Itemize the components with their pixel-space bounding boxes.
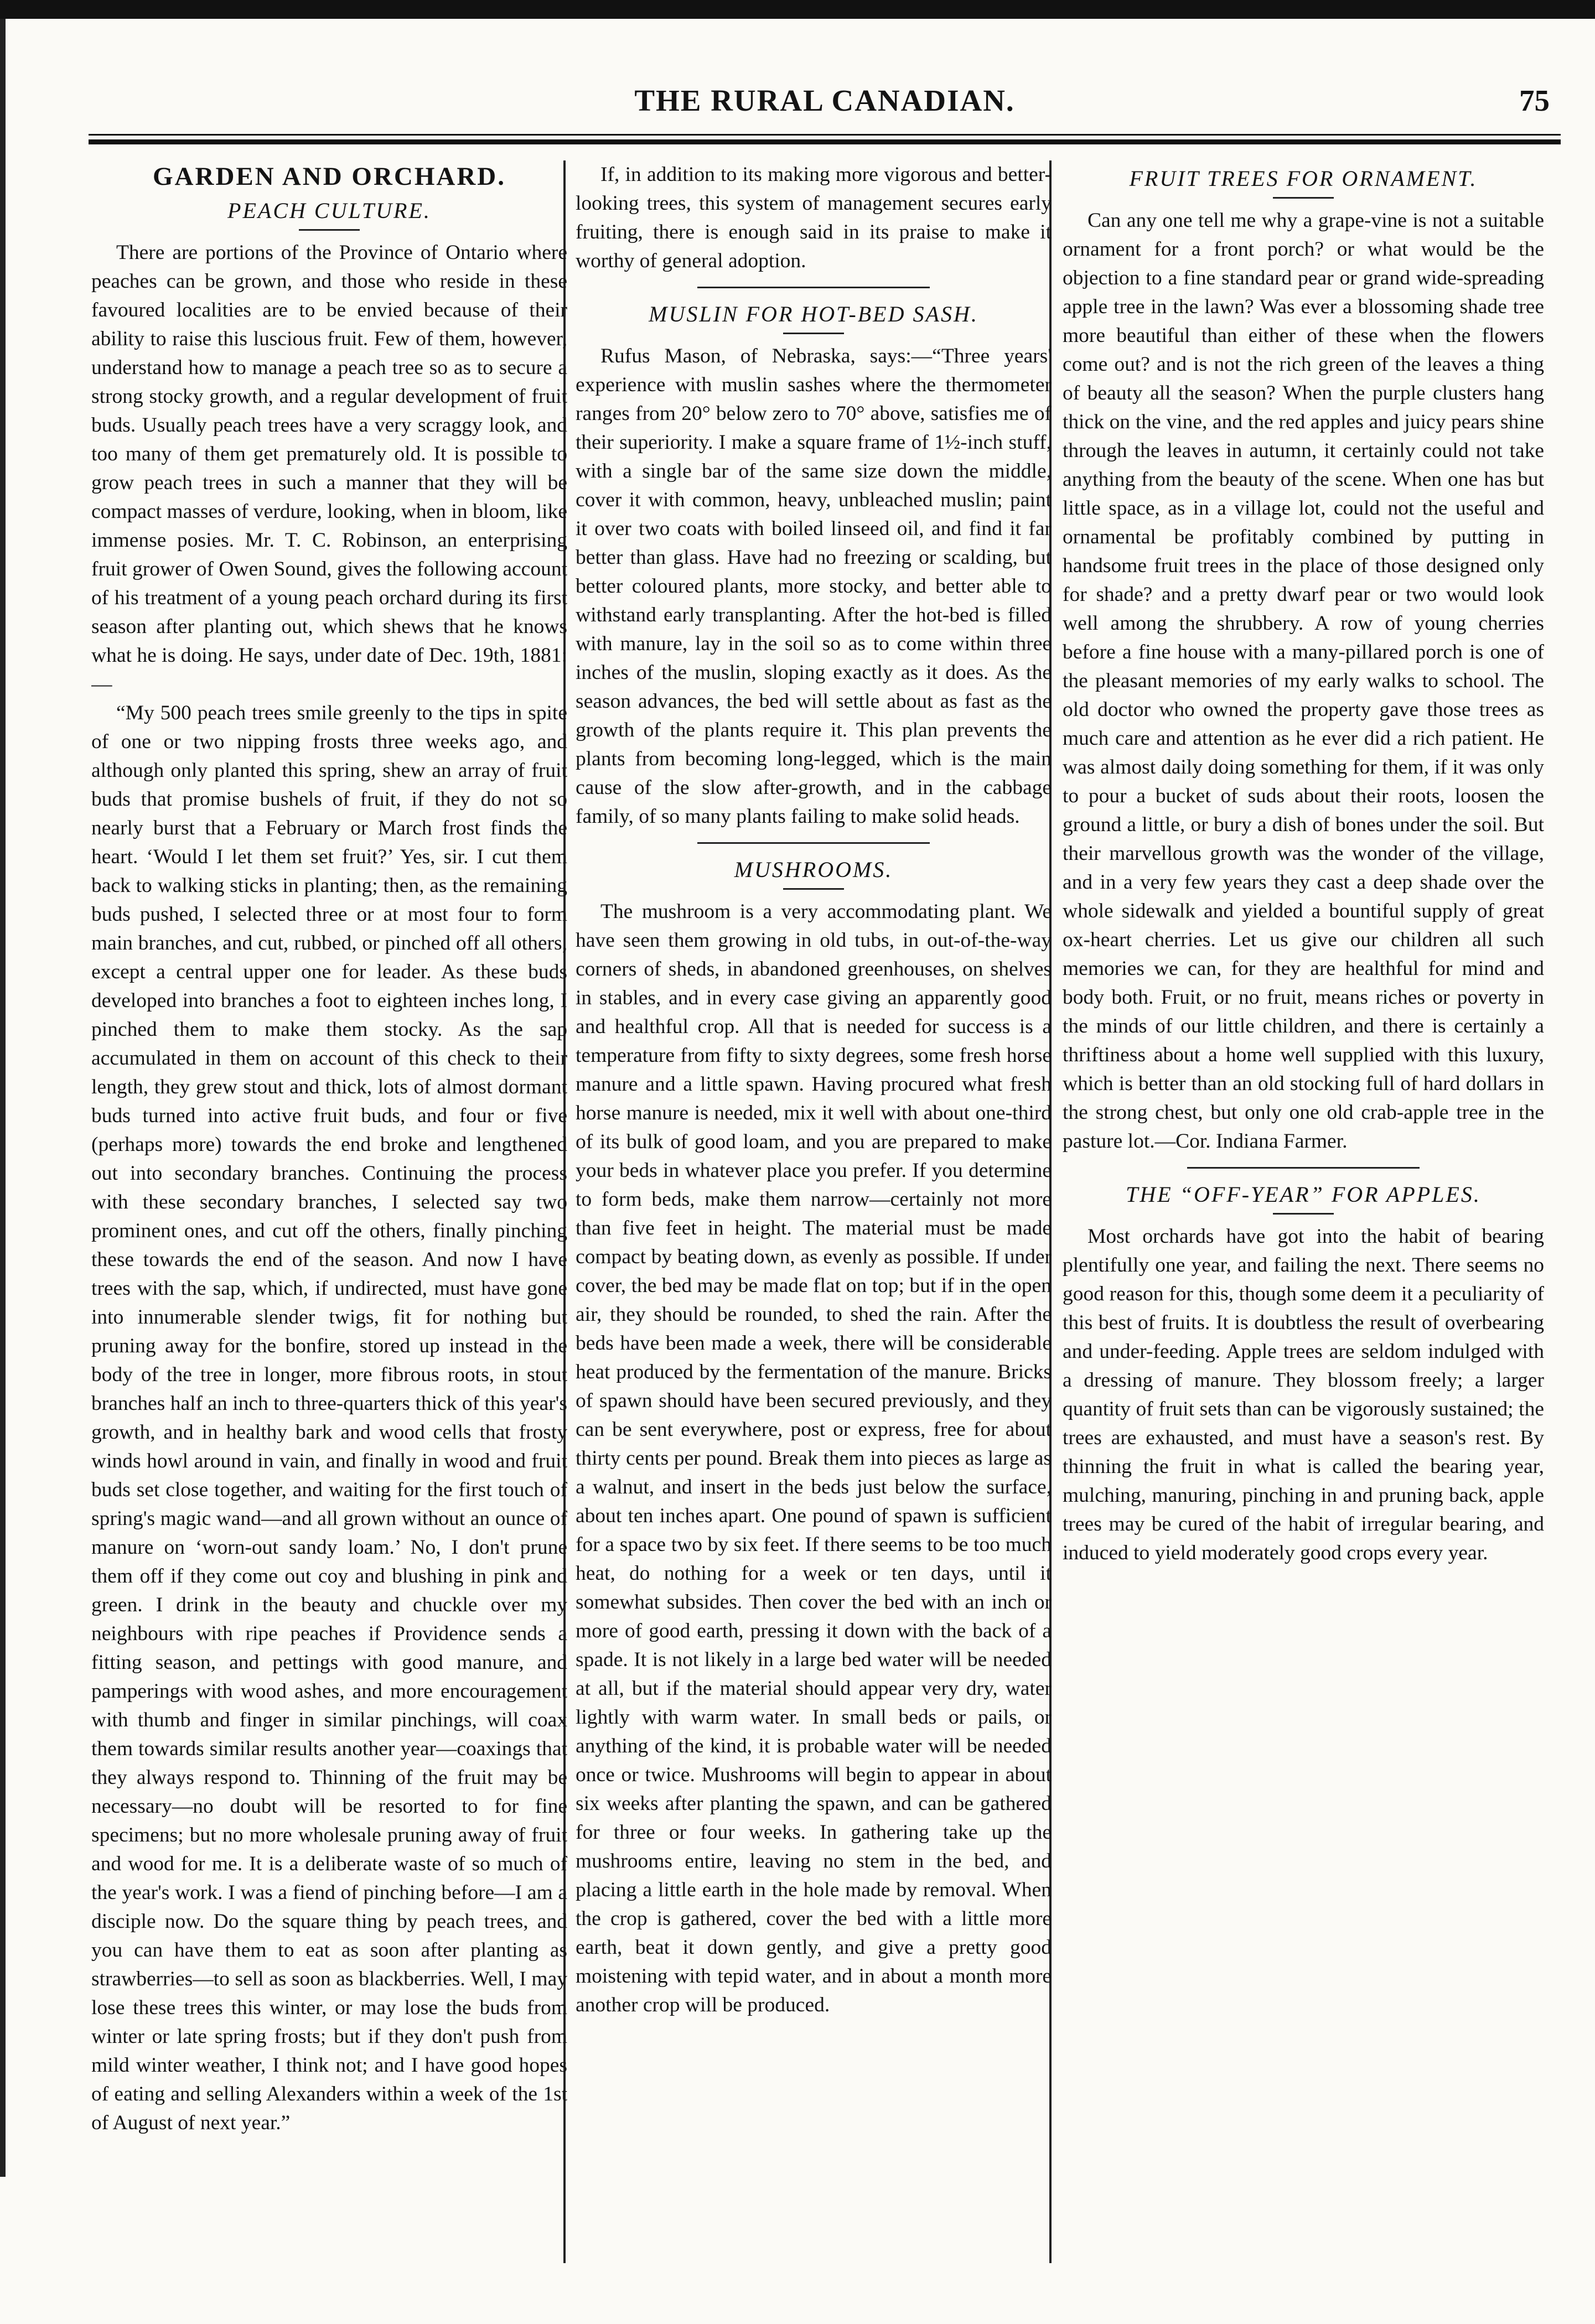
title-rule	[1273, 1213, 1334, 1215]
section-heading: GARDEN AND ORCHARD.	[153, 162, 506, 191]
article-separator	[697, 287, 930, 288]
peach-paragraph-3: If, in addition to its making more vigorous and better-looking trees, this system of management secures early fruiting, there is enough said in its praise to make it worthy of general adoption.	[576, 163, 1052, 272]
muslin-paragraph-1: Rufus Mason, of Nebraska, says:—“Three years' experience with muslin sashes where the thermometer ranges from 20° below zero to 70° above, satisfies me of their superiority. I make a square frame of 1½-inch stuff, with a single bar of the same size down the middle, cover it with common, heavy, unbleached muslin; paint it over two coats with boiled linseed oil, and find it far better than glass. Have had no freezing or scalding, but better coloured plants, more stocky, and better able to withstand early transplanting. After the hot-bed is filled with manure, lay in the soil so as to come within three inches of the muslin, sloping exactly as it does. As the season advances, the bed will settle about as fast as the growth of the plants require it. This plan prevents the plants from becoming long-legged, which is the main cause of the slow after-growth, and in the cabbage family, of so many plants failing to make solid heads.	[576, 345, 1052, 828]
fruit-trees-paragraph-1: Can any one tell me why a grape-vine is not a suitable ornament for a front porch? or what would be the objection to a fine standard pear or grand wide-spreading apple tree in the lawn? Was ever a blossoming shade tree more beautiful than either of these when the flowers come out? and is not the rich green of the leaves a thing of beauty all the season? When the purple clusters hang thick on the vine, and the red apples and juicy pears shine through the leaves in autumn, it certainly could not take anything from the beauty of the scene. When one has but little space, as in a village lot, could not the useful and ornamental be profitably combined by putting in handsome fruit trees in the place of those designed only for shade? and a pretty dwarf pear or two would look well among the shrubbery. A row of young cherries before a fine house with a many-pillared porch is one of the pleasant memories of my early walks to school. The old doctor who owned the property gave those trees as much care and attention as he ever did a rich patient. He was almost daily doing something for them, if it was only to pour a bucket of suds about their roots, loosen the ground a little, or bury a dish of bones under the soil. But their marvellous growth was the wonder of the village, and in a very few years they cast a deep shade over the whole sidewalk and yielded a bountiful supply of great ox-heart cherries. Let us give our children all such memories we can, for they are healthful for mind and body both. Fruit, or no fruit, means riches or poverty in the minds of our little children, and there is certainly a thriftiness about a home well supplied with this luxury, which is better than an old stocking full of hard dollars in the strong chest, but only one old crab-apple tree in the pasture lot.—Cor. Indiana Farmer.	[1063, 209, 1544, 1153]
article-title-fruit-trees: FRUIT TREES FOR ORNAMENT.	[1129, 166, 1478, 191]
article-title-mushrooms: MUSHROOMS.	[734, 857, 893, 882]
title-rule	[299, 229, 360, 231]
top-border-rule	[0, 0, 1595, 19]
article-title-peach: PEACH CULTURE.	[227, 198, 431, 223]
page-header	[89, 83, 1561, 127]
title-rule	[1273, 197, 1334, 199]
mushrooms-paragraph-1: The mushroom is a very accommodating plant. We have seen them growing in old tubs, in out-of-the-way corners of sheds, in abandoned greenhouses, on shelves in stables, and in every case giving an apparently good and healthful crop. All that is needed for success is a temperature from fifty to sixty degrees, some fresh horse manure and a little spawn. Having procured what fresh horse manure is needed, mix it well with about one-third of its bulk of good loam, and you are prepared to make your beds in whatever place you prefer. If you determine to form beds, make them narrow—certainly not more than five feet in height. The material must be made compact by beating down, as evenly as possible. If under cover, the bed may be made flat on top; but if in the open air, they should be rounded, to shed the rain. After the beds have been made a week, there will be considerable heat produced by the fermentation of the manure. Bricks of spawn should have been secured previously, and they can be sent everywhere, post or express, free for about thirty cents per pound. Break them into pieces as large as a walnut, and insert in the beds just below the surface, about ten inches apart. One pound of spawn is sufficient for a space two by six feet. If there seems to be too much heat, do nothing for a week or ten days, until it somewhat subsides. Then cover the bed with an inch or more of good earth, pressing it down with the back of a spade. It is not likely in a large bed water will be needed at all, but if the material should appear very dry, water lightly with warm water. In small beds or pails, or anything of the kind, it is probable water will be needed once or twice. Mushrooms will begin to appear in about six weeks after planting the spawn, and can be gathered for three or four weeks. In gathering take up the mushrooms entire, leaving no stem in the bed, and placing a little earth in the hole made by removal. When the crop is gathered, cover the bed with a little more earth, beat it down gently, and give a pretty good moistening with tepid water, and in about a month more another crop will be produced.	[576, 900, 1052, 2016]
running-title: THE RURAL CANADIAN.	[634, 84, 1015, 117]
column-1	[91, 160, 567, 2285]
column-3	[1063, 160, 1544, 2285]
peach-paragraph-1: There are portions of the Province of Ontario where peaches can be grown, and those who reside in these favoured localities are to be envied because of their ability to raise this luscious fruit. Few of them, however, understand how to manage a peach tree so as to secure a strong stocky growth, and a regular development of fruit buds. Usually peach trees have a very scraggy look, and too many of them get prematurely old. It is possible to grow peach trees in such a manner that they will be compact masses of verdure, looking, when in bloom, like immense posies. Mr. T. C. Robinson, an enterprising fruit grower of Owen Sound, gives the following account of his treatment of a young peach orchard during its first season after planting out, which shews that he knows what he is doing. He says, under date of Dec. 19th, 1881:—	[91, 241, 567, 696]
column-2	[576, 160, 1052, 2285]
article-separator	[697, 842, 930, 844]
off-year-paragraph-1: Most orchards have got into the habit of bearing plentifully one year, and failing the next. There seems no good reason for this, though some deem it a peculiarity of this best of fruits. It is doubtless the result of overbearing and under-feeding. Apple trees are seldom indulged with a dressing of manure. They blossom freely; a larger quantity of fruit sets than can be vigorously sustained; the trees are exhausted, and must have a season's rest. By thinning the fruit in what is called the bearing year, mulching, manuring, pinching in and pruning back, apple trees may be cured of the habit of irregular bearing, and induced to yield moderately good crops every year.	[1063, 1225, 1544, 1564]
page-number: 75	[1519, 84, 1550, 117]
header-rule-thick	[89, 139, 1561, 144]
article-title-muslin: MUSLIN FOR HOT-BED SASH.	[649, 302, 978, 326]
binding-edge	[0, 19, 6, 2177]
peach-paragraph-2: “My 500 peach trees smile greenly to the tips in spite of one or two nipping frosts three weeks ago, and although only planted this spring, shew an array of fruit buds that promise bushels of fruit, if they do not so nearly burst that a February or March frost finds the heart. ‘Would I let them set fruit?’ Yes, sir. I cut them back to walking sticks in planting; then, as the remaining buds pushed, I selected three or at most four to form main branches, and cut, rubbed, or pinched off all others, except a central upper one for leader. As these buds developed into branches a foot to eighteen inches long, I pinched them to make them stocky. As the sap accumulated in them on account of this check to their length, they grew stout and thick, lots of almost dormant buds turned into active fruit buds, and four or five (perhaps more) towards the end broke and lengthened out into secondary branches. Continuing the process with these secondary branches, I selected say two prominent ones, and cut off the others, finally pinching these towards the end of the season. And now I have trees with the sap, which, if undirected, must have gone into innumerable slender twigs, fit for nothing but pruning away for the bonfire, stored up instead in the body of the tree in longer, more fibrous roots, in stout branches half an inch to three-quarters thick of this year's growth, and in healthy bark and wood cells that frosty winds howl around in vain, and finally in wood and fruit buds set close together, and waiting for the first touch of spring's magic wand—and all grown without an ounce of manure on ‘worn-out sandy loam.’ No, I don't prune them off if they come out coy and blushing in pink and green. I drink in the beauty and chuckle over my neighbours with ripe peaches if Providence sends a fitting season, and pettings with good manure, and pamperings with wood ashes, and more encouragement with thumb and finger in similar pinchings, will coax them towards similar results another year—coaxings that they always respond to. Thinning of the fruit may be necessary—no doubt will be resorted to for fine specimens; but no more wholesale pruning away of fruit and wood for me. It is a deliberate waste of so much of the year's work. I was a fiend of pinching before—I am a disciple now. Do the square thing by peach trees, and you can have them to eat as soon after planting as strawberries—to sell as soon as blackberries. Well, I may lose these trees this winter, or may lose the buds from winter or late spring frosts; but if they don't push from mild winter weather, I think not; and I have good hopes of eating and selling Alexanders within a week of the 1st of August of next year.”	[91, 702, 567, 2134]
title-rule	[783, 888, 844, 890]
article-separator	[1187, 1167, 1420, 1169]
article-title-off-year: THE “OFF-YEAR” FOR APPLES.	[1126, 1182, 1481, 1207]
header-rule-thin	[89, 134, 1561, 136]
title-rule	[783, 333, 844, 334]
